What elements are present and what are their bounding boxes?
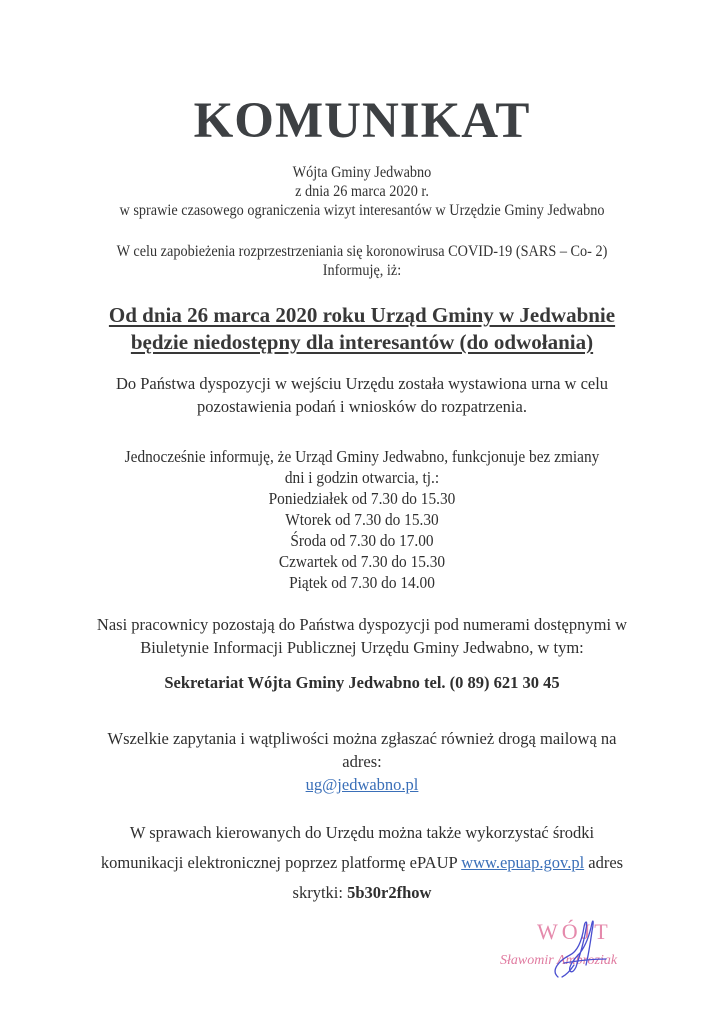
hours-friday: Piątek od 7.30 do 14.00 <box>289 573 435 592</box>
handwritten-signature <box>500 915 675 980</box>
box-id: 5b30r2fhow <box>347 883 432 902</box>
intro-line-2: Informuję, iż: <box>322 262 402 279</box>
document-title: KOMUNIKAT <box>193 93 531 149</box>
epuap-line-3 <box>0 883 724 903</box>
secretariat-phone: Sekretariat Wójta Gminy Jedwabno tel. (0 89) 621 30 45 <box>164 673 560 692</box>
hours-tuesday: Wtorek od 7.30 do 15.30 <box>285 510 439 529</box>
official-stamp <box>500 915 675 980</box>
staff-notice-line-1: Nasi pracownicy pozostają do Państwa dyspozycji pod numerami dostępnymi w <box>96 615 628 634</box>
stamp-title: WÓJT <box>537 919 612 944</box>
hours-monday: Poniedziałek od 7.30 do 15.30 <box>268 489 456 508</box>
epuap-link[interactable]: www.epuap.gov.pl <box>461 853 585 872</box>
issuer: Wójta Gminy Jedwabno <box>292 164 432 181</box>
intro-line-1: W celu zapobieżenia rozprzestrzeniania się koronowirusa COVID-19 (SARS – Co- 2) <box>116 243 608 260</box>
email-notice-line-1: Wszelkie zapytania i wątpliwości można zgłaszać również drogą mailową na <box>107 729 617 748</box>
stamp-name: Sławomir Ambroziak <box>500 953 618 968</box>
epuap-line-1: W sprawach kierowanych do Urzędu można także wykorzystać środki <box>129 823 595 842</box>
staff-notice-line-2: Biuletynie Informacji Publicznej Urzędu Gminy Jedwabno, w tym: <box>140 638 584 657</box>
urn-notice-line-2: pozostawienia podań i wniosków do rozpatrzenia. <box>197 397 527 416</box>
email-notice-line-2: adres: <box>342 752 382 771</box>
issue-date: z dnia 26 marca 2020 r. <box>295 183 429 200</box>
email-link[interactable]: ug@jedwabno.pl <box>305 775 419 794</box>
hours-intro-line-1: Jednocześnie informuję, że Urząd Gminy Jedwabno, funkcjonuje bez zmiany <box>124 447 600 466</box>
box-label: skrytki: <box>292 883 348 902</box>
epuap-text-before: komunikacji elektronicznej poprzez platformę ePAUP <box>100 853 462 872</box>
urn-notice-line-1: Do Państwa dyspozycji w wejściu Urzędu została wystawiona urna w celu <box>115 374 609 393</box>
hours-thursday: Czwartek od 7.30 do 15.30 <box>278 552 446 571</box>
hours-wednesday: Środa od 7.30 do 17.00 <box>290 531 434 550</box>
announcement-line-2: będzie niedostępny dla interesantów (do odwołania) <box>130 330 594 354</box>
hours-intro-line-2: dni i godzin otwarcia, tj.: <box>284 468 440 487</box>
subject: w sprawie czasowego ograniczenia wizyt interesantów w Urzędzie Gminy Jedwabno <box>119 202 605 219</box>
epuap-text-after: adres <box>584 853 624 872</box>
email-line <box>0 775 724 795</box>
epuap-line-2 <box>0 853 724 873</box>
announcement-line-1: Od dnia 26 marca 2020 roku Urząd Gminy w Jedwabnie <box>108 303 616 327</box>
